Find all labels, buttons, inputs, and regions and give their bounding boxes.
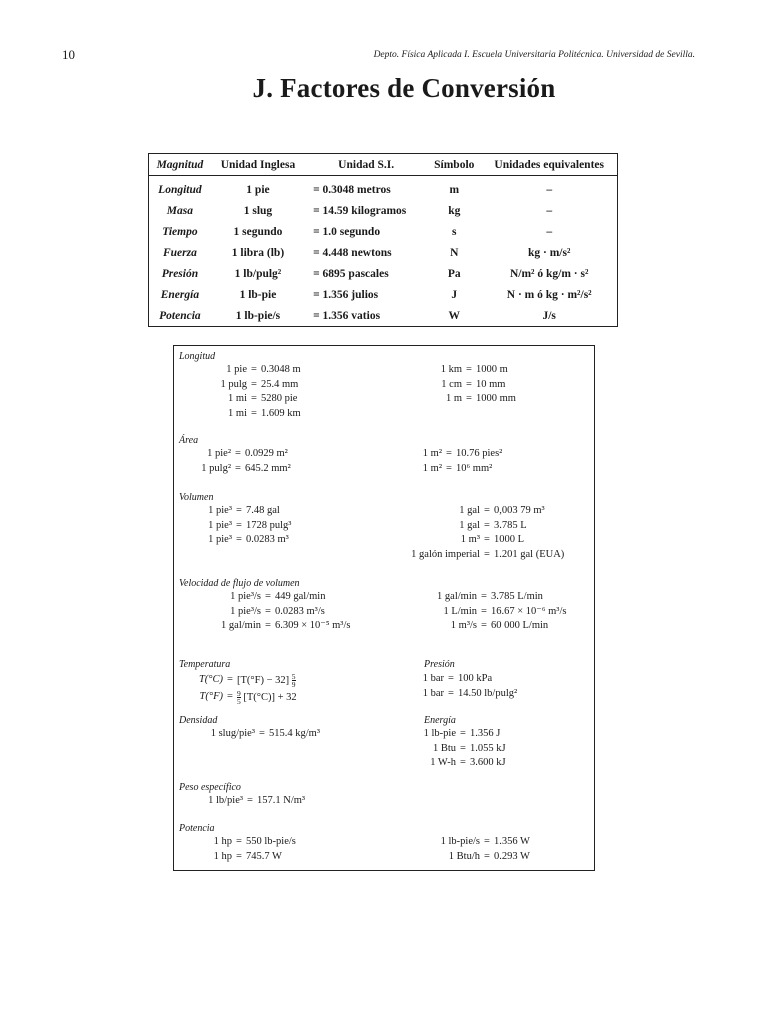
equals-sign: = bbox=[227, 691, 233, 703]
column-header-magnitud: Magnitud bbox=[149, 154, 211, 176]
volumen-right-list bbox=[392, 504, 564, 562]
table-row bbox=[149, 305, 618, 327]
equation-rhs: 10 mm bbox=[476, 378, 506, 390]
flujo-left-list bbox=[179, 590, 350, 634]
equals-sign: = bbox=[481, 591, 487, 602]
fraction-numerator: 9 bbox=[237, 689, 241, 699]
equation-rhs: 745.7 W bbox=[246, 850, 282, 862]
equation-rhs: 1.201 gal (EUA) bbox=[494, 548, 565, 560]
equation-lhs: 1 bar bbox=[422, 673, 444, 684]
conversion-row bbox=[179, 378, 301, 393]
table-row bbox=[149, 221, 618, 242]
equation-rhs bbox=[237, 673, 296, 688]
equation-lhs: 1 hp bbox=[213, 836, 232, 847]
running-header: Depto. Física Aplicada I. Escuela Universitaria Politécnica. Universidad de Sevilla. bbox=[373, 50, 695, 60]
unidad-si-cell: = 6895 pascales bbox=[313, 267, 389, 280]
equation-rhs: 1.609 km bbox=[261, 407, 301, 419]
equals-sign: = bbox=[251, 393, 257, 404]
equation-lhs: 1 gal/min bbox=[437, 591, 477, 602]
equals-sign: = bbox=[251, 364, 257, 375]
section-title: Temperatura bbox=[179, 659, 231, 670]
unidad-inglesa-cell: 1 libra (lb) bbox=[231, 246, 285, 259]
column-header-unidad-si: Unidad S.I. bbox=[305, 154, 427, 176]
conversion-row bbox=[179, 363, 301, 378]
equals-sign: = bbox=[227, 674, 233, 685]
magnitud-cell: Energía bbox=[160, 288, 200, 301]
equation-rhs: 10⁶ mm² bbox=[456, 462, 493, 474]
section-title: Volumen bbox=[179, 492, 214, 503]
magnitud-cell: Presión bbox=[161, 267, 199, 280]
equation-rhs: 1000 m bbox=[476, 364, 508, 375]
equation-rhs: 25.4 mm bbox=[261, 378, 299, 390]
equation-lhs: 1 lb-pie/s bbox=[440, 836, 480, 847]
equals-sign: = bbox=[236, 505, 242, 516]
section-area bbox=[179, 434, 198, 447]
equals-sign: = bbox=[235, 448, 241, 459]
flujo-right-list bbox=[412, 590, 566, 634]
conversion-row bbox=[412, 392, 516, 407]
temperature-celsius-equation bbox=[179, 673, 297, 688]
conversion-row bbox=[179, 605, 350, 620]
unidades-equivalentes-cell: N · m ó kg · m²/s² bbox=[506, 288, 592, 301]
table-row bbox=[149, 284, 618, 305]
fraction-denominator: 5 bbox=[237, 697, 241, 707]
section-title: Peso específico bbox=[179, 782, 241, 793]
potencia-left-list bbox=[179, 835, 296, 864]
unidad-si-cell: = 0.3048 metros bbox=[313, 183, 391, 196]
equation-rhs: 6.309 × 10⁻⁵ m³/s bbox=[275, 620, 351, 631]
unidades-equivalentes-cell: – bbox=[546, 204, 553, 217]
unidades-equivalentes-cell: – bbox=[546, 225, 553, 238]
equals-sign: = bbox=[236, 850, 242, 862]
equals-sign: = bbox=[481, 605, 487, 617]
equals-sign: = bbox=[251, 407, 257, 419]
equation-rhs: 16.67 × 10⁻⁶ m³/s bbox=[491, 605, 567, 617]
equation-lhs: 1 mi bbox=[228, 407, 247, 419]
magnitud-cell: Tiempo bbox=[162, 225, 198, 238]
conversion-row bbox=[392, 548, 564, 563]
equation-lhs: 1 pie³/s bbox=[230, 591, 261, 602]
conversion-row bbox=[412, 687, 517, 702]
equation-lhs: 1 galón imperial bbox=[411, 548, 480, 560]
conversion-row bbox=[412, 378, 516, 393]
equation-rhs: 10.76 pies² bbox=[456, 448, 503, 459]
unidad-inglesa-cell: 1 pie bbox=[246, 183, 270, 196]
conversion-row bbox=[412, 835, 530, 850]
conversion-row bbox=[412, 756, 506, 771]
table-header-row bbox=[149, 154, 618, 176]
equals-sign: = bbox=[466, 378, 472, 390]
equation-lhs: 1 lb/pie³ bbox=[208, 795, 243, 806]
fraction bbox=[292, 673, 296, 688]
equation-rhs: 1728 pulg³ bbox=[246, 519, 292, 531]
equation-rhs: 157.1 N/m³ bbox=[257, 795, 306, 806]
fraction-denominator: 9 bbox=[291, 680, 296, 689]
temp-expression: [T(°C)] + 32 bbox=[243, 692, 297, 704]
simbolo-cell: J bbox=[451, 288, 458, 301]
conversion-row bbox=[392, 519, 564, 534]
section-title: Densidad bbox=[179, 715, 218, 726]
equals-sign: = bbox=[460, 742, 466, 754]
unidades-equivalentes-cell: J/s bbox=[542, 309, 556, 322]
area-left-list bbox=[179, 447, 291, 476]
equals-sign: = bbox=[481, 620, 487, 631]
equation-lhs: 1 m² bbox=[422, 448, 442, 459]
volumen-left-list bbox=[179, 504, 291, 548]
equation-lhs: 1 mi bbox=[228, 393, 247, 404]
section-title: Potencia bbox=[179, 823, 215, 834]
temp-expression: [T(°F) − 32] bbox=[237, 674, 290, 686]
conversion-row bbox=[179, 835, 296, 850]
conversion-row bbox=[179, 462, 291, 477]
equation-rhs: 7.48 gal bbox=[246, 505, 280, 516]
equation-lhs: 1 pie³ bbox=[208, 519, 232, 531]
unidad-si-cell: = 4.448 newtons bbox=[313, 246, 392, 259]
conversion-row bbox=[179, 590, 350, 605]
equation-lhs: 1 Btu/h bbox=[448, 850, 480, 862]
section-peso-especifico bbox=[179, 781, 241, 794]
equation-lhs: 1 m³ bbox=[460, 534, 480, 545]
equation-lhs: 1 lb-pie bbox=[423, 728, 456, 739]
equation-rhs: 100 kPa bbox=[458, 673, 493, 684]
equation-rhs: 14.50 lb/pulg² bbox=[458, 687, 518, 699]
equation-lhs: 1 gal bbox=[459, 519, 480, 531]
equals-sign: = bbox=[466, 393, 472, 404]
conversion-row bbox=[412, 605, 566, 620]
longitud-left-list bbox=[179, 363, 301, 421]
table-row bbox=[149, 242, 618, 263]
equation-lhs: 1 gal bbox=[459, 505, 480, 516]
conversion-row bbox=[412, 672, 517, 687]
equation-lhs: 1 pie³/s bbox=[230, 605, 261, 617]
equals-sign: = bbox=[265, 620, 271, 631]
conversion-row bbox=[412, 727, 506, 742]
potencia-right-list bbox=[412, 835, 530, 864]
equation-rhs: 1.356 W bbox=[494, 836, 530, 847]
equation-rhs: 0.3048 m bbox=[261, 364, 301, 375]
simbolo-cell: s bbox=[452, 225, 457, 238]
temperature-fahrenheit-equation bbox=[179, 690, 297, 705]
equation-rhs: 550 lb-pie/s bbox=[246, 836, 296, 847]
equation-rhs: 3.785 L/min bbox=[491, 591, 543, 602]
units-summary-table bbox=[148, 153, 618, 327]
longitud-right-list bbox=[412, 363, 516, 407]
page-number: 10 bbox=[62, 47, 75, 62]
conversion-row bbox=[179, 407, 301, 422]
section-title: Longitud bbox=[179, 351, 216, 362]
section-potencia bbox=[179, 822, 215, 835]
equation-rhs: 645.2 mm² bbox=[245, 462, 291, 474]
simbolo-cell: kg bbox=[448, 204, 461, 217]
equation-rhs: 3.600 kJ bbox=[470, 757, 506, 768]
equals-sign: = bbox=[236, 836, 242, 847]
equation-lhs: 1 W-h bbox=[430, 757, 456, 768]
unidades-equivalentes-cell: N/m² ó kg/m · s² bbox=[509, 267, 589, 280]
conversion-row bbox=[392, 504, 564, 519]
equals-sign: = bbox=[484, 534, 490, 545]
equation-lhs: 1 Btu bbox=[432, 742, 456, 754]
conversion-row bbox=[179, 850, 296, 865]
conversion-row bbox=[412, 590, 566, 605]
simbolo-cell: W bbox=[448, 309, 461, 322]
conversion-row bbox=[179, 504, 291, 519]
section-energia bbox=[424, 714, 456, 727]
equals-sign: = bbox=[235, 462, 241, 474]
equation-lhs: 1 L/min bbox=[443, 605, 477, 617]
unidades-equivalentes-cell: kg · m/s² bbox=[527, 246, 571, 259]
equation-lhs: 1 gal/min bbox=[221, 620, 261, 631]
simbolo-cell: m bbox=[449, 183, 460, 196]
equation-lhs: 1 pie bbox=[226, 364, 247, 375]
simbolo-cell: N bbox=[450, 246, 459, 259]
area-right-list bbox=[412, 447, 502, 476]
equals-sign: = bbox=[484, 548, 490, 560]
equation-lhs: 1 m² bbox=[422, 462, 442, 474]
equals-sign: = bbox=[460, 728, 466, 739]
equals-sign: = bbox=[236, 519, 242, 531]
conversion-row bbox=[412, 619, 566, 634]
section-densidad bbox=[179, 714, 217, 727]
conversion-row bbox=[179, 794, 305, 809]
equals-sign: = bbox=[265, 591, 271, 602]
conversion-row bbox=[392, 533, 564, 548]
section-title: Presión bbox=[424, 659, 455, 670]
conversion-row bbox=[412, 363, 516, 378]
equation-lhs: 1 pulg² bbox=[201, 462, 231, 474]
simbolo-cell: Pa bbox=[447, 267, 461, 280]
section-presion bbox=[424, 658, 455, 671]
equation-lhs: T(°C) bbox=[198, 674, 223, 685]
equals-sign: = bbox=[446, 448, 452, 459]
unidad-si-cell: = 1.356 julios bbox=[313, 288, 379, 301]
equals-sign: = bbox=[265, 605, 271, 617]
equation-lhs: 1 m³/s bbox=[450, 620, 477, 631]
conversion-row bbox=[179, 392, 301, 407]
unidad-inglesa-cell: 1 slug bbox=[243, 204, 273, 217]
page-title: J. Factores de Conversión bbox=[252, 73, 556, 103]
equation-rhs: 1.055 kJ bbox=[470, 742, 506, 754]
magnitud-cell: Potencia bbox=[159, 309, 201, 322]
conversion-row bbox=[412, 462, 502, 477]
conversion-row bbox=[179, 519, 291, 534]
equation-lhs: 1 slug/pie³ bbox=[210, 728, 255, 739]
table-row bbox=[149, 176, 618, 201]
unidades-equivalentes-cell: – bbox=[546, 183, 553, 196]
section-title: Velocidad de flujo de volumen bbox=[179, 578, 300, 589]
column-header-simbolo: Símbolo bbox=[427, 154, 481, 176]
equation-rhs: 60 000 L/min bbox=[491, 620, 549, 631]
section-temperatura bbox=[179, 658, 297, 706]
table-row bbox=[149, 200, 618, 221]
section-longitud bbox=[179, 350, 215, 363]
equals-sign: = bbox=[448, 687, 454, 699]
column-header-unidades-equivalentes: Unidades equivalentes bbox=[481, 154, 617, 176]
section-flujo bbox=[179, 577, 300, 590]
equals-sign: = bbox=[251, 378, 257, 390]
conversion-row bbox=[179, 727, 320, 742]
peso-list bbox=[179, 794, 305, 809]
magnitud-cell: Masa bbox=[166, 204, 193, 217]
fraction bbox=[237, 690, 241, 705]
equals-sign: = bbox=[236, 534, 242, 545]
fraction-numerator: 5 bbox=[291, 672, 296, 681]
equation-rhs: 0.0283 m³/s bbox=[275, 605, 325, 617]
equation-lhs: 1 km bbox=[440, 364, 462, 375]
section-title: Energía bbox=[424, 715, 456, 726]
equation-lhs: 1 cm bbox=[441, 378, 462, 390]
equals-sign: = bbox=[259, 728, 265, 739]
unidad-si-cell: = 14.59 kilogramos bbox=[313, 204, 407, 217]
unidad-inglesa-cell: 1 lb/pulg² bbox=[234, 267, 282, 280]
equals-sign: = bbox=[484, 519, 490, 531]
conversion-factors-box bbox=[173, 345, 595, 871]
conversion-row bbox=[412, 447, 502, 462]
equation-lhs: 1 m bbox=[445, 393, 462, 404]
equation-lhs: 1 pie² bbox=[207, 448, 231, 459]
equals-sign: = bbox=[484, 850, 490, 862]
column-header-unidad-inglesa: Unidad Inglesa bbox=[211, 154, 305, 176]
table-row bbox=[149, 263, 618, 284]
equation-rhs: 449 gal/min bbox=[275, 591, 326, 602]
conversion-row bbox=[179, 533, 291, 548]
equation-rhs: 0.0929 m² bbox=[245, 448, 288, 459]
unidad-si-cell: = 1.356 vatios bbox=[313, 309, 381, 322]
unidad-inglesa-cell: 1 lb-pie/s bbox=[235, 309, 281, 322]
equation-rhs: 5280 pie bbox=[261, 393, 298, 404]
presion-list bbox=[412, 672, 517, 701]
conversion-row bbox=[179, 619, 350, 634]
equals-sign: = bbox=[484, 505, 490, 516]
equation-lhs: T(°F) bbox=[199, 691, 223, 703]
equation-lhs: 1 pie³ bbox=[208, 534, 232, 545]
equation-lhs: 1 hp bbox=[213, 850, 232, 862]
equation-rhs: 1000 mm bbox=[476, 393, 516, 404]
conversion-row bbox=[412, 742, 506, 757]
equals-sign: = bbox=[484, 836, 490, 847]
equation-rhs: 515.4 kg/m³ bbox=[269, 728, 320, 739]
equation-rhs: 3.785 L bbox=[494, 519, 527, 531]
section-title: Área bbox=[179, 435, 199, 446]
equation-lhs: 1 pie³ bbox=[208, 505, 232, 516]
equation-rhs bbox=[237, 690, 297, 705]
magnitud-cell: Longitud bbox=[158, 183, 202, 196]
equation-rhs: 0.293 W bbox=[494, 850, 530, 862]
equals-sign: = bbox=[448, 673, 454, 684]
equation-rhs: 0,003 79 m³ bbox=[494, 505, 545, 516]
unidad-inglesa-cell: 1 segundo bbox=[233, 225, 283, 238]
equation-rhs: 1.356 J bbox=[470, 728, 501, 739]
energia-list bbox=[412, 727, 506, 771]
unidad-si-cell: = 1.0 segundo bbox=[313, 225, 381, 238]
equals-sign: = bbox=[247, 795, 253, 806]
equals-sign: = bbox=[466, 364, 472, 375]
equation-lhs: 1 bar bbox=[422, 687, 444, 699]
section-volumen bbox=[179, 491, 213, 504]
unidad-inglesa-cell: 1 lb-pie bbox=[239, 288, 277, 301]
equals-sign: = bbox=[460, 757, 466, 768]
conversion-row bbox=[179, 447, 291, 462]
conversion-row bbox=[412, 850, 530, 865]
magnitud-cell: Fuerza bbox=[162, 246, 197, 259]
densidad-list bbox=[179, 727, 320, 742]
equation-rhs: 0.0283 m³ bbox=[246, 534, 289, 545]
equation-lhs: 1 pulg bbox=[220, 378, 247, 390]
equation-rhs: 1000 L bbox=[494, 534, 525, 545]
equals-sign: = bbox=[446, 462, 452, 474]
